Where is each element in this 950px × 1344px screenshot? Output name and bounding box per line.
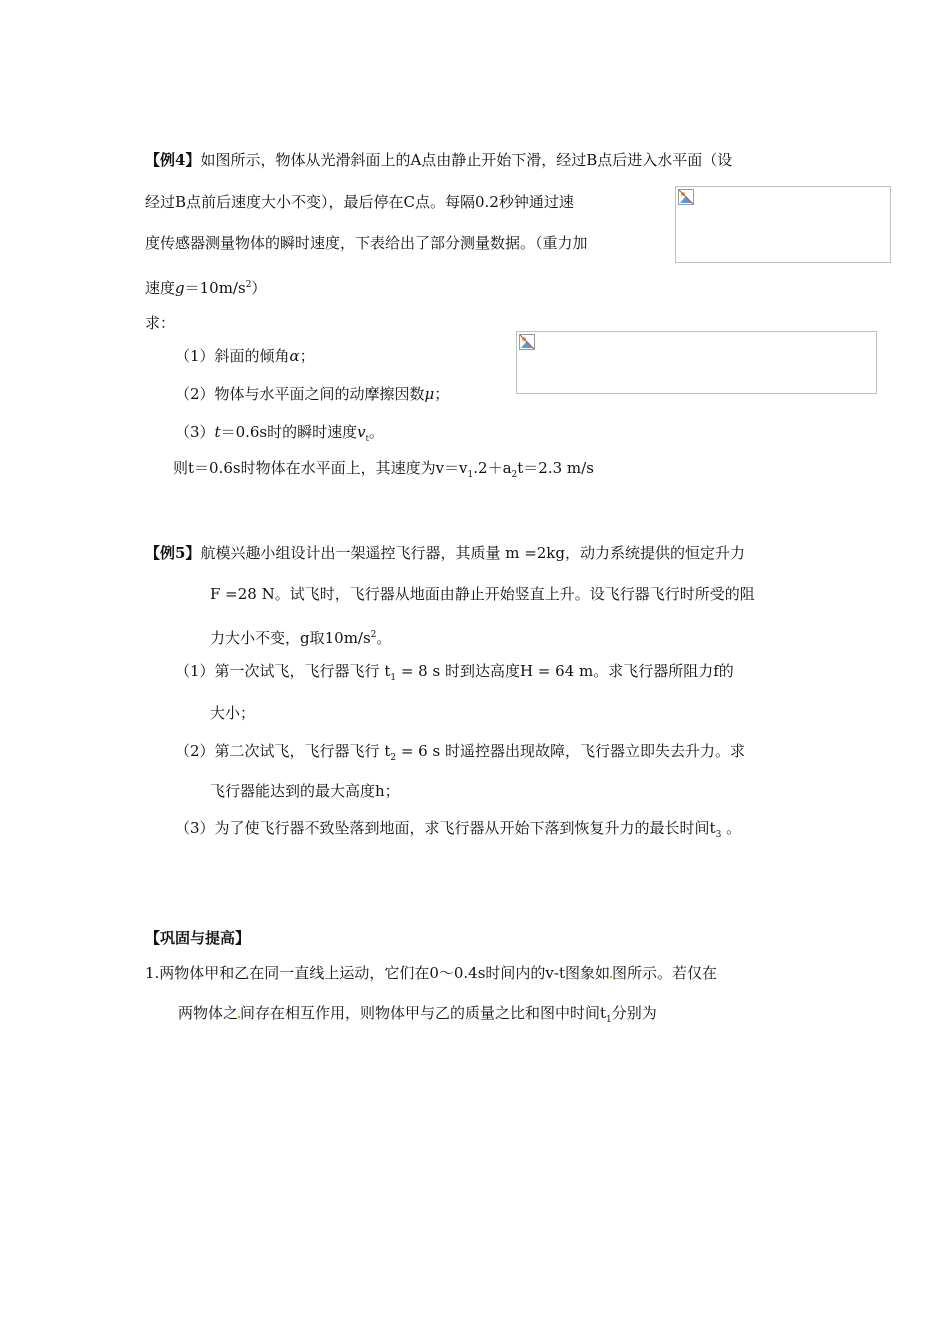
- example-5-part-3: （3）为了使飞行器不致坠落到地面，求飞行器从开始下落到恢复升力的最长时间$t_3$ 。: [175, 819, 742, 840]
- example-4-label: 【例4】: [145, 151, 201, 169]
- broken-image-icon: [519, 334, 535, 350]
- exercise-1-line-2: 两物体之 间存在相互作用，则物体甲与乙的质量之比和图中时间$t_1$分别为: [178, 1004, 657, 1025]
- example-4-question-2: （2）物体与水平面之间的动摩擦因数μ；: [175, 385, 450, 403]
- example-5-part-1: （1）第一次试飞，飞行器飞行 $t_1 = 8$ s 时到达高度H = 64 m。求飞行器所阻力f的: [175, 662, 734, 683]
- example-4-answer: 则t＝0.6s时物体在水平面上，其速度为$v=v_1.2+a_2t=2.3$ m/s: [173, 459, 594, 480]
- example-4-line-1: 【例4】如图所示，物体从光滑斜面上的A点由静止开始下滑，经过B点后进入水平面（设: [145, 151, 733, 169]
- example-5-line-1: 【例5】航模兴趣小组设计出一架遥控飞行器，其质量 m =2kg，动力系统提供的恒定升力: [145, 544, 746, 562]
- example-5-line-3: 力大小不变，g取$10m/s^2$。: [210, 629, 392, 647]
- example-5-part-2: （2）第二次试飞，飞行器飞行 $t_2 = 6$ s 时遥控器出现故障，飞行器立即失去升力。求: [175, 742, 745, 763]
- example-5-part-1-cont: 大小；: [210, 704, 256, 722]
- example-5-line-2: F =28 N。试飞时，飞行器从地面由静止开始竖直上升。设飞行器飞行时所受的阻: [210, 585, 755, 603]
- exercise-1-line-1: 1.两物体甲和乙在同一直线上运动，它们在0～0.4s时间内的v-t图象如 图所示。若仅在: [145, 964, 717, 982]
- example-4-question-3: （3）t＝0.6s时的瞬时速度$v_t$。: [175, 423, 384, 443]
- example-4-line-3: 度传感器测量物体的瞬时速度，下表给出了部分测量数据。（重力加: [145, 234, 588, 252]
- section-title: 【巩固与提高】: [145, 929, 251, 947]
- example-4-ask: 求：: [145, 314, 176, 332]
- example-4-question-1: （1）斜面的倾角α；: [175, 347, 315, 365]
- figure-placeholder-slope: [675, 186, 891, 263]
- example-4-line-2: 经过B点前后速度大小不变），最后停在C点。每隔0.2秒钟通过速: [145, 193, 574, 211]
- broken-image-icon: [678, 189, 694, 205]
- example-5-part-2-cont: 飞行器能达到的最大高度h；: [210, 782, 400, 800]
- figure-placeholder-table: [516, 331, 877, 394]
- example-4-line-4: 速度$g=10m/s^2$）: [145, 279, 267, 297]
- example-5-label: 【例5】: [145, 544, 201, 562]
